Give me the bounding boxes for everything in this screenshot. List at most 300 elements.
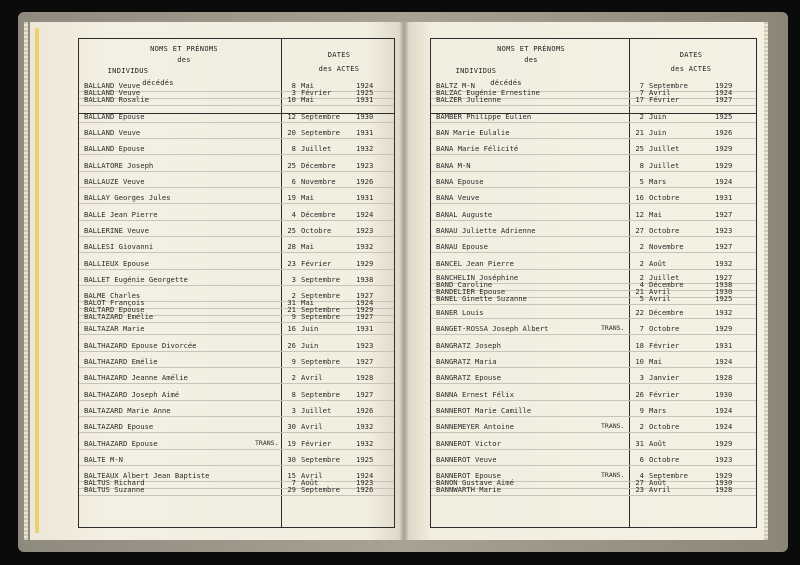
entry-month: Octobre [649,422,680,431]
row-rule [79,252,394,253]
ledger-row [431,242,756,252]
entry-name: BAND Caroline [436,280,493,289]
entry-name: BALTAZARD Marie Anne [84,406,171,415]
entry-name: BALOT François [84,298,145,307]
entry-day: 3 [291,88,296,97]
entry-year: 1931 [715,341,733,350]
names-header-line1: NOMS ET PRÉNOMS [497,45,565,53]
entry-name: BALLERINE Veuve [84,226,149,235]
entry-day: 15 [287,471,296,480]
row-rule [431,449,756,450]
entry-year: 1926 [356,177,374,186]
entry-name: BALLIEUX Epouse [84,259,149,268]
ledger-row [79,373,394,383]
entry-year: 1924 [356,210,374,219]
entry-day: 9 [291,312,296,321]
entry-year: 1925 [356,455,374,464]
entry-year: 1924 [715,406,733,415]
entry-year: 1928 [715,373,733,382]
row-rule [79,154,394,155]
entry-day: 5 [639,294,644,303]
right-ledger-table [430,38,757,528]
entry-day: 2 [639,112,644,121]
entry-year: 1929 [356,305,374,314]
entry-day: 29 [287,485,296,494]
entry-month: Juin [301,324,319,333]
entry-name: BALTEAUX Albert Jean Baptiste [84,471,210,480]
entry-year: 1924 [356,81,374,90]
dates-header-line1: DATES [327,51,351,59]
entry-year: 1930 [715,287,733,296]
entry-name: BANA Veuve [436,193,480,202]
entry-name: BANGRATZ Maria [436,357,497,366]
row-rule [431,351,756,352]
entry-month: Juin [301,341,319,350]
ledger-row [79,324,394,334]
entry-day: 18 [635,341,644,350]
entry-month: Avril [649,287,671,296]
dates-header [636,51,746,59]
row-rule [431,495,756,496]
entry-year: 1932 [715,259,733,268]
entry-year: 1929 [715,471,733,480]
ledger-row [431,308,756,318]
entry-month: Avril [649,88,671,97]
entry-month: Décembre [301,210,336,219]
ledger-row [431,341,756,351]
entry-month: Septembre [301,112,340,121]
ledger-row [431,455,756,465]
entry-name: BALTE M-N [84,455,123,464]
ledger-row [79,406,394,416]
entry-name: BALLAND Veuve [84,81,141,90]
entry-name: BANNA Ernest Félix [436,390,514,399]
entry-year: 1927 [715,95,733,104]
entry-day: 23 [635,485,644,494]
entry-year: 1928 [715,485,733,494]
entry-day: 21 [287,305,296,314]
entry-year: 1932 [715,308,733,317]
entry-name: BANA Marie Félicité [436,144,519,153]
row-rule [431,465,756,466]
names-header [129,45,239,53]
row-rule [79,236,394,237]
entry-day: 16 [635,193,644,202]
entry-year: 1929 [715,144,733,153]
entry-name: BALLET Eugénie Georgette [84,275,188,284]
entry-year: 1925 [715,112,733,121]
ledger-row [79,390,394,400]
ledger-row [431,95,756,105]
entry-name: BALTAZARD Emélie [84,312,154,321]
row-rule [79,138,394,139]
entry-day: 7 [639,324,644,333]
entry-month: Octobre [649,193,680,202]
entry-month: Juillet [649,144,680,153]
ledger-row [431,357,756,367]
entry-day: 26 [635,390,644,399]
entry-month: Mai [649,357,662,366]
entry-month: Septembre [301,305,340,314]
entry-name: BALTHAZARD Epouse Divorcée [84,341,197,350]
ledger-row [431,439,756,449]
entry-month: Août [649,478,667,487]
entry-name: BANNEROT Marie Camille [436,406,532,415]
entry-year: 1925 [356,88,374,97]
dates-header-line2: des ACTES [670,65,712,73]
ledger-row [79,422,394,432]
entry-year: 1927 [356,312,374,321]
entry-day: 21 [635,128,644,137]
page-edge-left [24,22,28,540]
entry-month: Février [649,390,680,399]
entry-day: 3 [291,406,296,415]
ledger-row [79,357,394,367]
entry-month: Juillet [301,144,332,153]
row-rule [79,432,394,433]
entry-month: Septembre [301,485,340,494]
entry-month: Mai [301,95,314,104]
entry-name: BALLAND Veuve [84,128,141,137]
entry-name: BALLAND Veuve [84,88,141,97]
row-rule [79,334,394,335]
names-header-individus [441,67,511,75]
ledger-row [79,128,394,138]
entry-year: 1926 [356,485,374,494]
ledger-row [79,312,394,322]
ledger-row [79,95,394,105]
entry-name: BANDELIER Epouse [436,287,506,296]
entry-transcription-mark: TRANS. [601,324,625,332]
entry-day: 10 [635,357,644,366]
ledger-row [431,161,756,171]
dates-header [289,51,389,59]
names-header-des [129,56,239,64]
row-rule [79,367,394,368]
entry-name: BANGRATZ Epouse [436,373,501,382]
ledger-row [79,112,394,122]
entry-year: 1927 [356,357,374,366]
entry-month: Avril [301,471,323,480]
entry-name: BALTHAZARD Jeanne Amélie [84,373,188,382]
entry-year: 1924 [356,298,374,307]
entry-month: Septembre [301,128,340,137]
entry-day: 25 [287,226,296,235]
entry-month: Septembre [301,312,340,321]
entry-name: BALTUS Suzanne [84,485,145,494]
entry-month: Décembre [649,308,684,317]
entry-month: Novembre [301,177,336,186]
row-rule [79,203,394,204]
row-rule [79,495,394,496]
entry-year: 1931 [715,193,733,202]
ledger-row [431,485,756,495]
entry-day: 3 [291,275,296,284]
entry-month: Mai [301,81,314,90]
entry-day: 10 [287,95,296,104]
entry-day: 20 [287,128,296,137]
entry-day: 7 [639,81,644,90]
ledger-row [431,422,756,432]
entry-month: Août [649,439,667,448]
row-rule [79,220,394,221]
entry-day: 26 [287,341,296,350]
dates-header-sub [636,65,746,73]
ledger-row [431,294,756,304]
entry-year: 1932 [356,242,374,251]
entry-day: 2 [639,259,644,268]
entry-name: BALLESI Giovanni [84,242,154,251]
row-rule [431,171,756,172]
row-rule [431,187,756,188]
entry-month: Septembre [301,357,340,366]
entry-day: 7 [639,88,644,97]
ledger-row [79,275,394,285]
entry-month: Juin [649,112,667,121]
entry-month: Avril [649,294,671,303]
ledger-row [79,455,394,465]
entry-day: 2 [639,273,644,282]
entry-month: Février [301,88,332,97]
row-rule [79,416,394,417]
ledger-row [431,144,756,154]
entry-name: BALTHAZARD Joseph Aimé [84,390,180,399]
entry-day: 2 [291,291,296,300]
row-rule [79,285,394,286]
entry-month: Mars [649,406,667,415]
entry-year: 1931 [356,193,374,202]
ledger-row [431,177,756,187]
entry-name: BANGRATZ Joseph [436,341,501,350]
entry-year: 1927 [715,210,733,219]
entry-month: Août [301,478,319,487]
entry-month: Mai [301,193,314,202]
entry-year: 1923 [356,478,374,487]
entry-name: BALTAZAR Marie [84,324,145,333]
entry-name: BANNWARTH Marie [436,485,501,494]
left-ledger-table [78,38,395,528]
ledger-row [431,112,756,122]
row-rule [79,122,394,123]
entry-day: 22 [635,308,644,317]
entry-month: Mars [649,177,667,186]
entry-month: Septembre [301,390,340,399]
entry-month: Juillet [301,406,332,415]
entry-name: BANNEROT Veuve [436,455,497,464]
entry-name: BALLE Jean Pierre [84,210,158,219]
entry-year: 1924 [715,88,733,97]
row-rule [431,304,756,305]
entry-name: BANAU Juliette Adrienne [436,226,536,235]
ledger-row [431,226,756,236]
entry-month: Mai [301,298,314,307]
dates-header-line2: des ACTES [318,65,360,73]
entry-day: 6 [291,177,296,186]
ledger-row [79,259,394,269]
entry-year: 1931 [356,95,374,104]
row-rule [79,400,394,401]
entry-year: 1931 [356,128,374,137]
entry-year: 1923 [356,341,374,350]
entry-year: 1924 [715,422,733,431]
entry-name: BANCEL Jean Pierre [436,259,514,268]
yellow-page-edge [35,28,39,533]
entry-month: Février [649,341,680,350]
entry-month: Décembre [649,280,684,289]
entry-day: 2 [639,422,644,431]
entry-name: BANNEROT Victor [436,439,501,448]
entry-month: Octobre [301,226,332,235]
entry-year: 1926 [356,406,374,415]
entry-name: BALLAND Epouse [84,112,145,121]
entry-year: 1923 [356,226,374,235]
entry-day: 6 [639,455,644,464]
entry-year: 1927 [356,390,374,399]
dates-header-line1: DATES [679,51,703,59]
entry-name: BALTHAZARD Epouse [84,439,158,448]
entry-year: 1927 [715,242,733,251]
entry-month: Avril [301,422,323,431]
ledger-row [431,390,756,400]
entry-year: 1926 [715,128,733,137]
row-rule [431,122,756,123]
entry-name: BALTZ M-N [436,81,475,90]
entry-name: BAN Marie Eulalie [436,128,510,137]
entry-day: 17 [635,95,644,104]
entry-day: 5 [639,177,644,186]
row-rule [79,449,394,450]
row-rule [431,318,756,319]
entry-month: Juin [649,128,667,137]
row-rule [431,400,756,401]
entry-name: BANNEROT Epouse [436,471,501,480]
entry-day: 8 [291,81,296,90]
entry-name: BALZAC Eugénie Ernestine [436,88,540,97]
entry-day: 19 [287,193,296,202]
entry-month: Octobre [649,324,680,333]
entry-day: 31 [635,439,644,448]
entry-year: 1928 [356,373,374,382]
entry-name: BANAL Auguste [436,210,493,219]
entry-day: 21 [635,287,644,296]
entry-month: Juillet [649,161,680,170]
entry-transcription-mark: TRANS. [255,439,279,447]
entry-month: Février [649,95,680,104]
ledger-row [79,341,394,351]
entry-month: Février [301,259,332,268]
entry-day: 8 [291,144,296,153]
entry-year: 1938 [715,280,733,289]
entry-day: 9 [291,357,296,366]
entry-year: 1930 [356,112,374,121]
entry-month: Février [301,439,332,448]
names-header-line1: NOMS ET PRÉNOMS [150,45,218,53]
ledger-row [431,373,756,383]
entry-year: 1924 [715,357,733,366]
ledger-row [79,177,394,187]
entry-day: 31 [287,298,296,307]
entry-year: 1923 [715,455,733,464]
entry-name: BALLAND Epouse [84,144,145,153]
entry-day: 8 [639,161,644,170]
ledger-row [431,210,756,220]
row-rule [431,432,756,433]
entry-day: 12 [635,210,644,219]
entry-day: 19 [287,439,296,448]
entry-name: BALLAY Georges Jules [84,193,171,202]
entry-year: 1929 [715,439,733,448]
names-header-line4: décédés [490,79,522,87]
entry-name: BANER Louis [436,308,484,317]
entry-year: 1932 [356,422,374,431]
entry-month: Novembre [649,242,684,251]
ledger-row [79,485,394,495]
row-rule [431,203,756,204]
ledger-row [79,210,394,220]
names-header-line3: INDIVIDUS [107,67,149,75]
ledger-row [431,128,756,138]
entry-name: BANON Gustave Aimé [436,478,514,487]
entry-year: 1927 [715,273,733,282]
row-rule [431,334,756,335]
row-rule [431,252,756,253]
row-rule [79,383,394,384]
entry-name: BANA Epouse [436,177,484,186]
row-rule [431,154,756,155]
names-header-line4: décédés [142,79,174,87]
entry-name: BALTHAZARD Emélie [84,357,158,366]
entry-month: Septembre [301,291,340,300]
entry-name: BANCHELIN Joséphine [436,273,519,282]
entry-name: BANA M-N [436,161,471,170]
entry-day: 16 [287,324,296,333]
entry-month: Mai [649,210,662,219]
entry-month: Décembre [301,161,336,170]
names-header-line2: des [524,56,538,64]
ledger-row [79,144,394,154]
row-rule [431,220,756,221]
entry-month: Avril [649,485,671,494]
row-rule [79,187,394,188]
ledger-row [431,406,756,416]
names-header-line2: des [177,56,191,64]
entry-day: 30 [287,422,296,431]
names-header-line3: INDIVIDUS [455,67,497,75]
entry-transcription-mark: TRANS. [601,422,625,430]
row-rule [431,383,756,384]
entry-year: 1924 [715,177,733,186]
row-rule [431,416,756,417]
entry-day: 28 [287,242,296,251]
ledger-row [431,259,756,269]
entry-month: Septembre [301,275,340,284]
entry-day: 27 [635,478,644,487]
entry-month: Septembre [649,81,688,90]
row-rule [79,105,394,106]
ledger-row [79,439,394,449]
names-header-individus [93,67,163,75]
entry-name: BALME Charles [84,291,141,300]
entry-month: Mai [301,242,314,251]
entry-day: 12 [287,112,296,121]
entry-name: BALTARD Epouse [84,305,145,314]
entry-month: Octobre [649,226,680,235]
row-rule [431,138,756,139]
row-rule [79,269,394,270]
entry-year: 1924 [356,471,374,480]
entry-name: BAMBER Philippe Eulien [436,112,532,121]
entry-day: 25 [287,161,296,170]
